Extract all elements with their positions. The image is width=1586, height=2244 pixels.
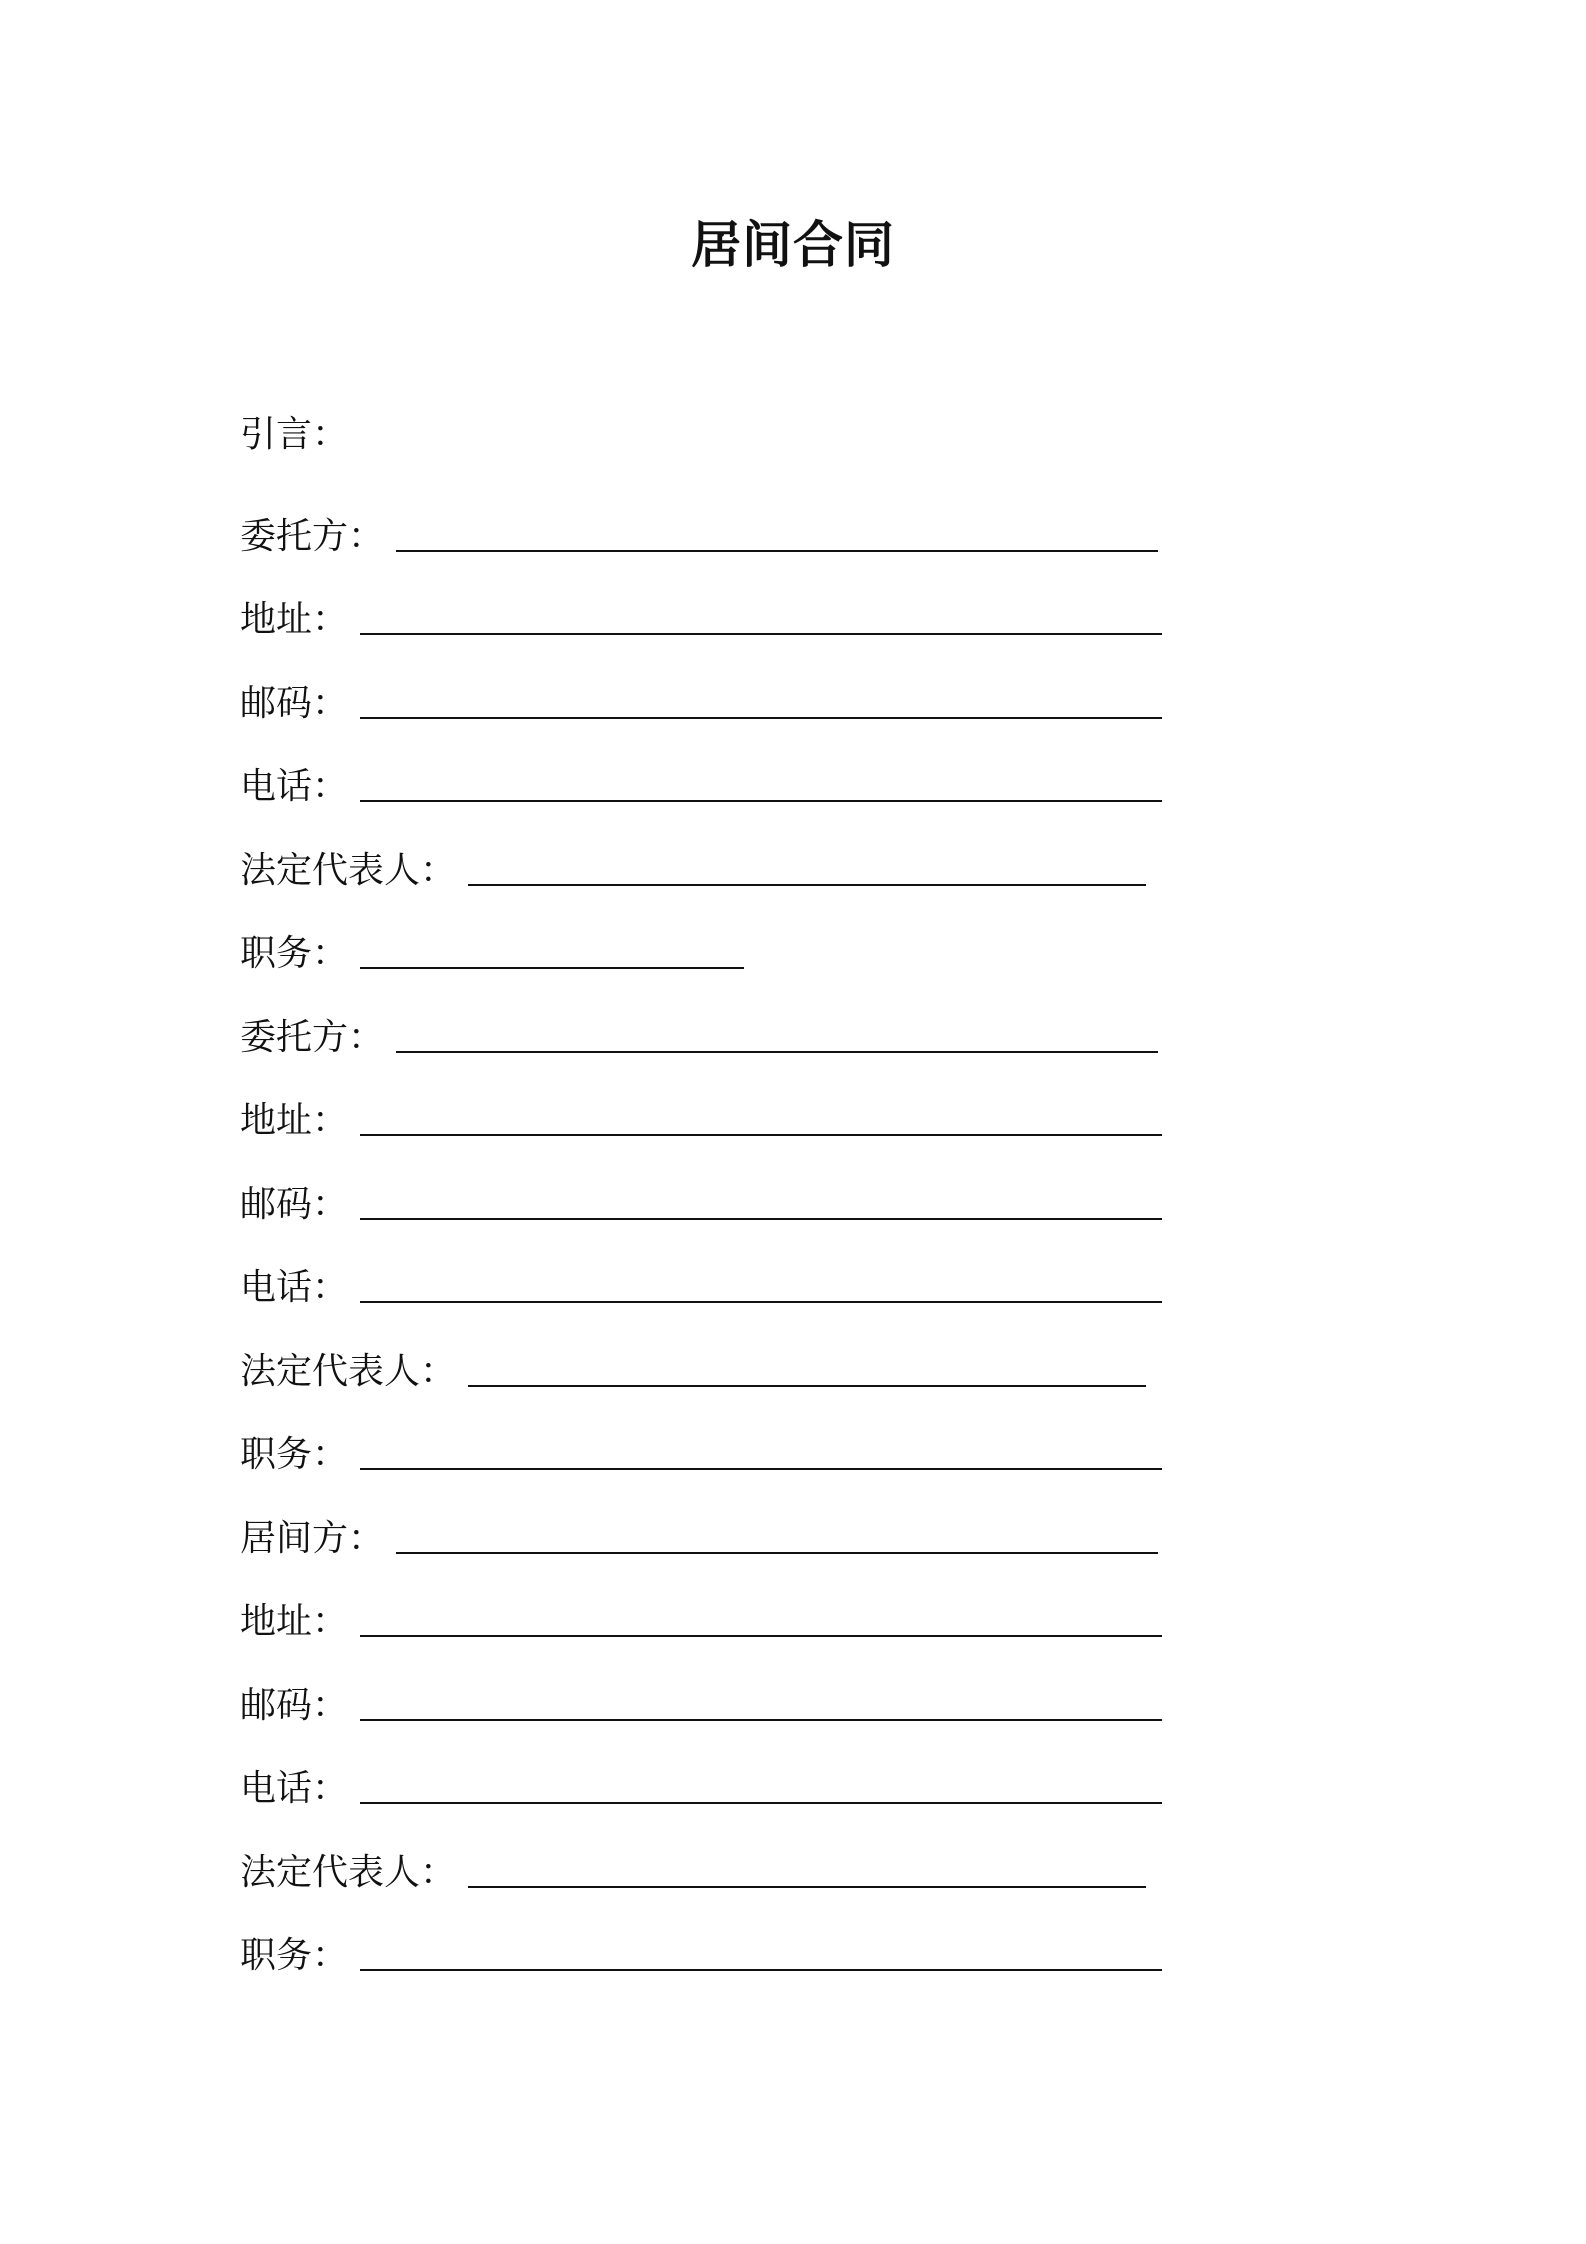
field-row: [240, 1581, 1360, 1665]
field-row: [240, 1748, 1360, 1832]
field-row: [240, 1831, 1360, 1915]
field-row: [240, 662, 1360, 746]
blank-line: [468, 1886, 1146, 1888]
field-row: [240, 829, 1360, 913]
field-label: 法定代表人：: [240, 849, 457, 891]
blank-line: [468, 1385, 1146, 1387]
field-label: 电话：: [240, 1768, 349, 1810]
field-label: 委托方：: [240, 515, 385, 557]
field-label: 邮码：: [240, 1684, 349, 1726]
field-label: 电话：: [240, 766, 349, 808]
field-row: [240, 1080, 1360, 1164]
field-row: [240, 1915, 1360, 1999]
blank-line: [360, 1969, 1162, 1971]
party-fields-list: [240, 495, 1360, 1998]
field-row: [240, 1247, 1360, 1331]
blank-line: [360, 717, 1162, 719]
field-label: 地址：: [240, 1100, 349, 1142]
field-row: [240, 579, 1360, 663]
field-row: [240, 1330, 1360, 1414]
blank-line: [360, 1218, 1162, 1220]
field-row: [240, 913, 1360, 997]
blank-line: [360, 1719, 1162, 1721]
field-label: 职务：: [240, 1935, 349, 1977]
field-label: 电话：: [240, 1267, 349, 1309]
field-label: 地址：: [240, 599, 349, 641]
field-label: 邮码：: [240, 1183, 349, 1225]
field-label: 地址：: [240, 1601, 349, 1643]
blank-line: [360, 1468, 1162, 1470]
blank-line: [360, 800, 1162, 802]
blank-line: [360, 1301, 1162, 1303]
blank-line: [360, 633, 1162, 635]
intro-label: 引言：: [240, 414, 349, 455]
blank-line: [396, 550, 1158, 552]
blank-line: [360, 1635, 1162, 1637]
blank-line: [396, 1051, 1158, 1053]
field-row: [240, 1497, 1360, 1581]
field-row: [240, 1414, 1360, 1498]
field-row: [240, 495, 1360, 579]
field-label: 居间方：: [240, 1517, 385, 1559]
blank-line: [360, 967, 744, 969]
field-row: [240, 996, 1360, 1080]
blank-line: [396, 1552, 1158, 1554]
field-label: 法定代表人：: [240, 1851, 457, 1893]
field-label: 职务：: [240, 933, 349, 975]
document-title: 居间合同: [691, 216, 895, 274]
field-row: [240, 1664, 1360, 1748]
field-row: [240, 1163, 1360, 1247]
field-label: 委托方：: [240, 1016, 385, 1058]
field-label: 法定代表人：: [240, 1350, 457, 1392]
field-label: 邮码：: [240, 682, 349, 724]
field-label: 职务：: [240, 1434, 349, 1476]
field-row: [240, 746, 1360, 830]
blank-line: [360, 1802, 1162, 1804]
blank-line: [360, 1134, 1162, 1136]
blank-line: [468, 884, 1146, 886]
